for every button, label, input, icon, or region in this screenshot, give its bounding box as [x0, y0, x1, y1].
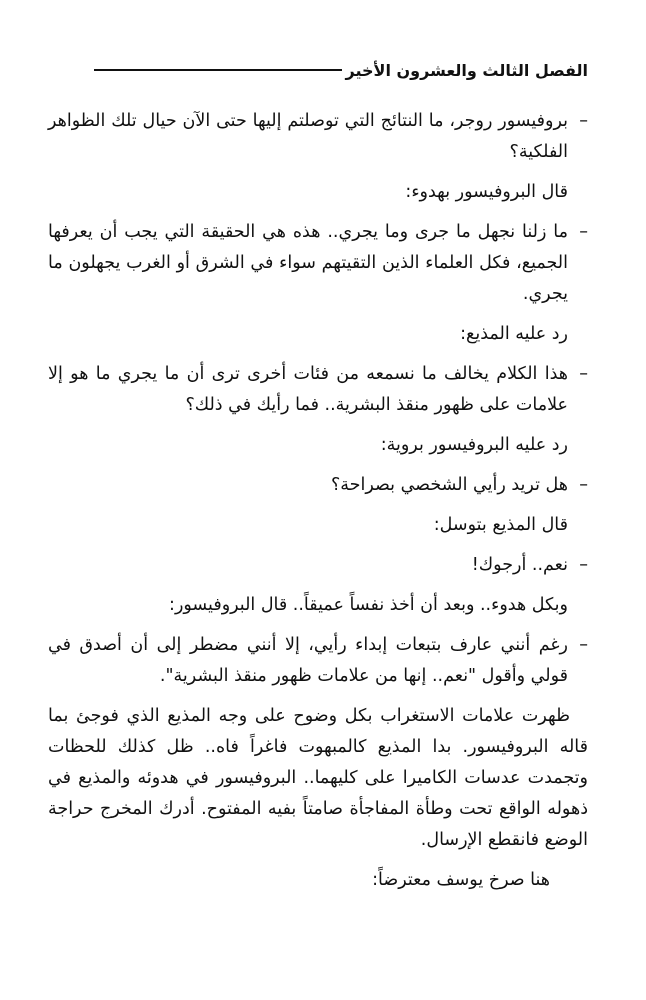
dialogue-line [48, 106, 588, 168]
dialogue-text: نعم.. أرجوك! [471, 555, 568, 575]
narration-line: رد عليه المذيع: [460, 324, 568, 344]
dialogue-dash: – [579, 222, 588, 242]
running-header [48, 56, 588, 84]
dialogue-text: هذا الكلام يخالف ما نسمعه من فئات أخرى ترى أن ما يجري ما هو إلا علامات على ظهور منقذ البشرية.. فما رأيك في ذلك؟ [48, 364, 568, 415]
narrative-paragraph: ظهرت علامات الاستغراب بكل وضوح على وجه المذيع الذي فوجئ بما قاله البروفيسور. بدا المذيع كالمبهوت فاغراً فاه.. ظل كذلك للحظات وتجمدت عدسات الكاميرا على كليهما.. البروفيسور في هدوئه والمذيع في ذهوله الواقع تحت وطأة المفاجأة صامتاً بفيه المفتوح. أدرك المخرج حراجة الوضع فانقطع الإرسال. [48, 706, 588, 850]
dialogue-text: ما زلنا نجهل ما جرى وما يجري.. هذه هي الحقيقة التي يجب أن يعرفها الجميع، فكل العلماء الذين التقيتهم سواء في الشرق أو الغرب يجهلون ما يجري. [48, 222, 568, 304]
dialogue-dash: – [579, 555, 588, 575]
dialogue-dash: – [579, 364, 588, 384]
narration-line: وبكل هدوء.. وبعد أن أخذ نفساً عميقاً.. قال البروفيسور: [169, 595, 568, 615]
narration-line: قال المذيع بتوسل: [433, 515, 568, 535]
dialogue-text: رغم أنني عارف بتبعات إبداء رأيي، إلا أنني مضطر إلى أن أصدق في قولي وأقول "نعم.. إنها من علامات ظهور منقذ البشرية". [48, 635, 568, 686]
header-rule [94, 69, 342, 71]
dialogue-dash: – [579, 635, 588, 655]
narration-line: رد عليه البروفيسور بروية: [380, 435, 568, 455]
chapter-title: الفصل الثالث والعشرون الأخير [345, 60, 588, 80]
page-body [48, 106, 588, 896]
dialogue-dash: – [579, 111, 588, 131]
dialogue-dash: – [579, 475, 588, 495]
narration-line: قال البروفيسور بهدوء: [405, 182, 568, 202]
dialogue-line [48, 217, 588, 310]
dialogue-line [48, 550, 588, 581]
dialogue-text: هل تريد رأيي الشخصي بصراحة؟ [330, 475, 568, 495]
dialogue-line [48, 470, 588, 501]
dialogue-text: بروفيسور روجر، ما النتائج التي توصلتم إليها حتى الآن حيال تلك الظواهر الفلكية؟ [48, 111, 568, 162]
narration-line: هنا صرخ يوسف معترضاً: [372, 870, 550, 890]
dialogue-line [48, 359, 588, 421]
dialogue-line [48, 630, 588, 692]
